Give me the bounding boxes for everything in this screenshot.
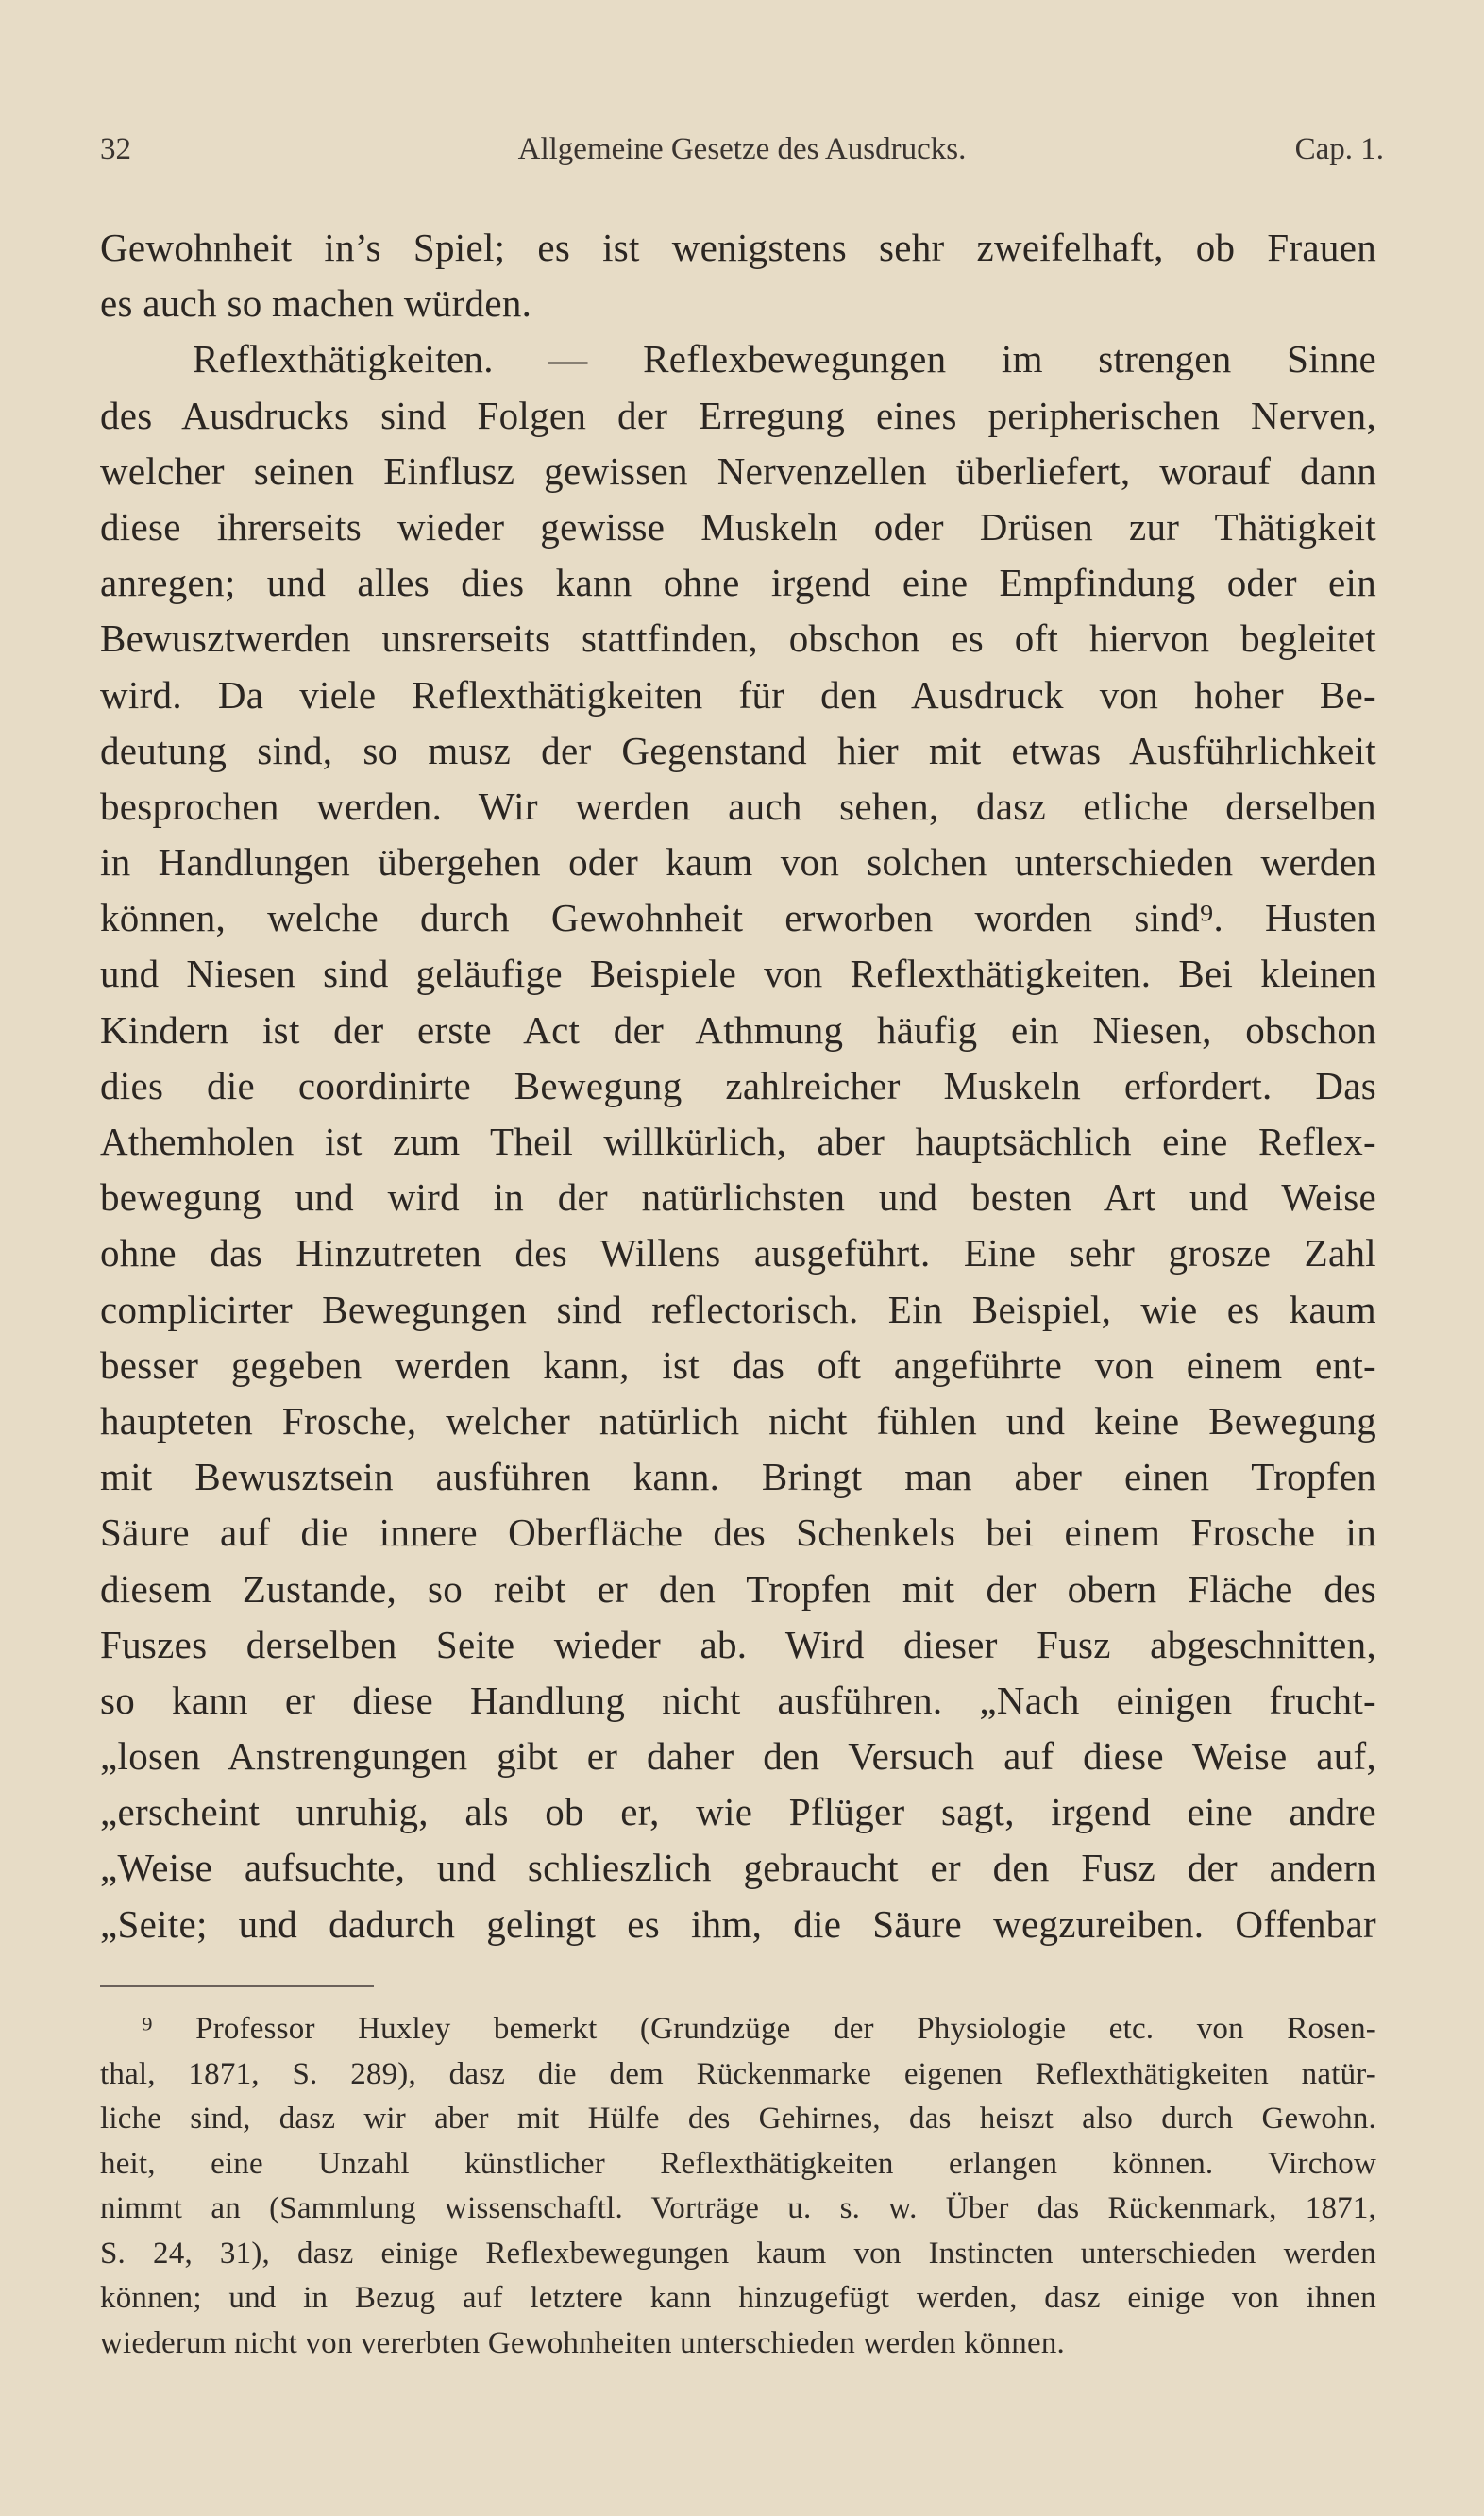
text-line: des Ausdrucks sind Folgen der Erregung eines peripherischen Nerven, — [100, 393, 1376, 437]
text-line: und Niesen sind geläufige Beispiele von Reflexthätigkeiten. Bei kleinen — [100, 952, 1376, 996]
text-line: dies die coordinirte Bewegung zahlreicher Muskeln erfordert. Das — [100, 1063, 1376, 1107]
footnote-line: ⁹ Professor Huxley bemerkt (Grundzüge der Physiologie etc. von Rosen- — [142, 2012, 1376, 2046]
text-line: Reflexthätigkeiten. — Reflexbewegungen im strengen Sinne — [193, 337, 1376, 381]
text-line: Säure auf die innere Oberfläche des Schenkels bei einem Frosche in — [100, 1511, 1376, 1555]
text-line: „Weise aufsuchte, und schlieszlich gebraucht er den Fusz der andern — [100, 1846, 1376, 1890]
page-header — [100, 132, 1384, 189]
text-line: Kindern ist der erste Act der Athmung häufig ein Niesen, obschon — [100, 1007, 1376, 1052]
text-line: diesem Zustande, so reibt er den Tropfen mit der obern Fläche des — [100, 1566, 1376, 1611]
text-line: „Seite; und dadurch gelingt es ihm, die Säure wegzureiben. Offenbar — [100, 1901, 1376, 1946]
text-line: „erscheint unruhig, als ob er, wie Pflüger sagt, irgend eine andre — [100, 1790, 1376, 1834]
text-line: mit Bewusztsein ausführen kann. Bringt man aber einen Tropfen — [100, 1455, 1376, 1499]
footnote-line: S. 24, 31), dasz einige Reflexbewegungen kaum von Instincten unterschieden werden — [100, 2236, 1376, 2271]
footnote-divider — [100, 1985, 374, 1987]
text-line: complicirter Bewegungen sind reflectorisch. Ein Beispiel, wie es kaum — [100, 1287, 1376, 1331]
text-line: besprochen werden. Wir werden auch sehen, dasz etliche derselben — [100, 784, 1376, 828]
text-line: Gewohnheit in’s Spiel; es ist wenigstens sehr zweifelhaft, ob Frauen — [100, 226, 1376, 269]
footnote-line: können; und in Bezug auf letztere kann hinzugefügt werden, dasz einige von ihnen — [100, 2281, 1376, 2315]
text-line: es auch so machen würden. — [100, 281, 532, 326]
text-line: Athemholen ist zum Theil willkürlich, aber hauptsächlich eine Reflex- — [100, 1120, 1376, 1163]
text-line: deutung sind, so musz der Gegenstand hier mit etwas Ausführlichkeit — [100, 728, 1376, 772]
text-line: welcher seinen Einflusz gewissen Nervenzellen überliefert, worauf dann — [100, 448, 1376, 493]
text-line: ohne das Hinzutreten des Willens ausgeführt. Eine sehr grosze Zahl — [100, 1231, 1376, 1275]
text-line: so kann er diese Handlung nicht ausführen. „Nach einigen frucht- — [100, 1678, 1376, 1722]
page-number: 32 — [100, 132, 131, 166]
text-line: wird. Da viele Reflexthätigkeiten für den Ausdruck von hoher Be- — [100, 672, 1376, 717]
footnote-line: wiederum nicht von vererbten Gewohnheiten unterschieden werden können. — [100, 2325, 1065, 2360]
text-line: besser gegeben werden kann, ist das oft angeführte von einem ent- — [100, 1342, 1376, 1387]
text-line: bewegung und wird in der natürlichsten und besten Art und Weise — [100, 1175, 1376, 1220]
footnote-line: liche sind, dasz wir aber mit Hülfe des Gehirnes, das heiszt also durch Gewohn. — [100, 2102, 1376, 2136]
running-title: Allgemeine Gesetze des Ausdrucks. — [517, 132, 967, 166]
text-line: „losen Anstrengungen gibt er daher den Versuch auf diese Weise auf, — [100, 1734, 1376, 1779]
footnote-line: nimmt an (Sammlung wissenschaftl. Vorträge u. s. w. Über das Rückenmark, 1871, — [100, 2191, 1376, 2225]
footnote-line: heit, eine Unzahl künstlicher Reflexthätigkeiten erlangen können. Virchow — [100, 2146, 1376, 2181]
text-line: anregen; und alles dies kann ohne irgend eine Empfindung oder ein — [100, 561, 1376, 605]
body-text — [100, 220, 1376, 1952]
text-line: diese ihrerseits wieder gewisse Muskeln oder Drüsen zur Thätigkeit — [100, 504, 1376, 549]
footnotes — [100, 2007, 1376, 2366]
text-line: haupteten Frosche, welcher natürlich nicht fühlen und keine Bewegung — [100, 1398, 1376, 1443]
text-line: in Handlungen übergehen oder kaum von solchen unterschieden werden — [100, 840, 1376, 885]
text-line: Fuszes derselben Seite wieder ab. Wird dieser Fusz abgeschnitten, — [100, 1622, 1376, 1666]
chapter-label: Cap. 1. — [1294, 132, 1384, 166]
text-line: können, welche durch Gewohnheit erworben worden sind⁹. Husten — [100, 896, 1376, 940]
text-line: Bewusztwerden unsrerseits stattfinden, obschon es oft hiervon begleitet — [100, 616, 1376, 661]
footnote-line: thal, 1871, S. 289), dasz die dem Rückenmarke eigenen Reflexthätigkeiten natür- — [100, 2056, 1376, 2091]
